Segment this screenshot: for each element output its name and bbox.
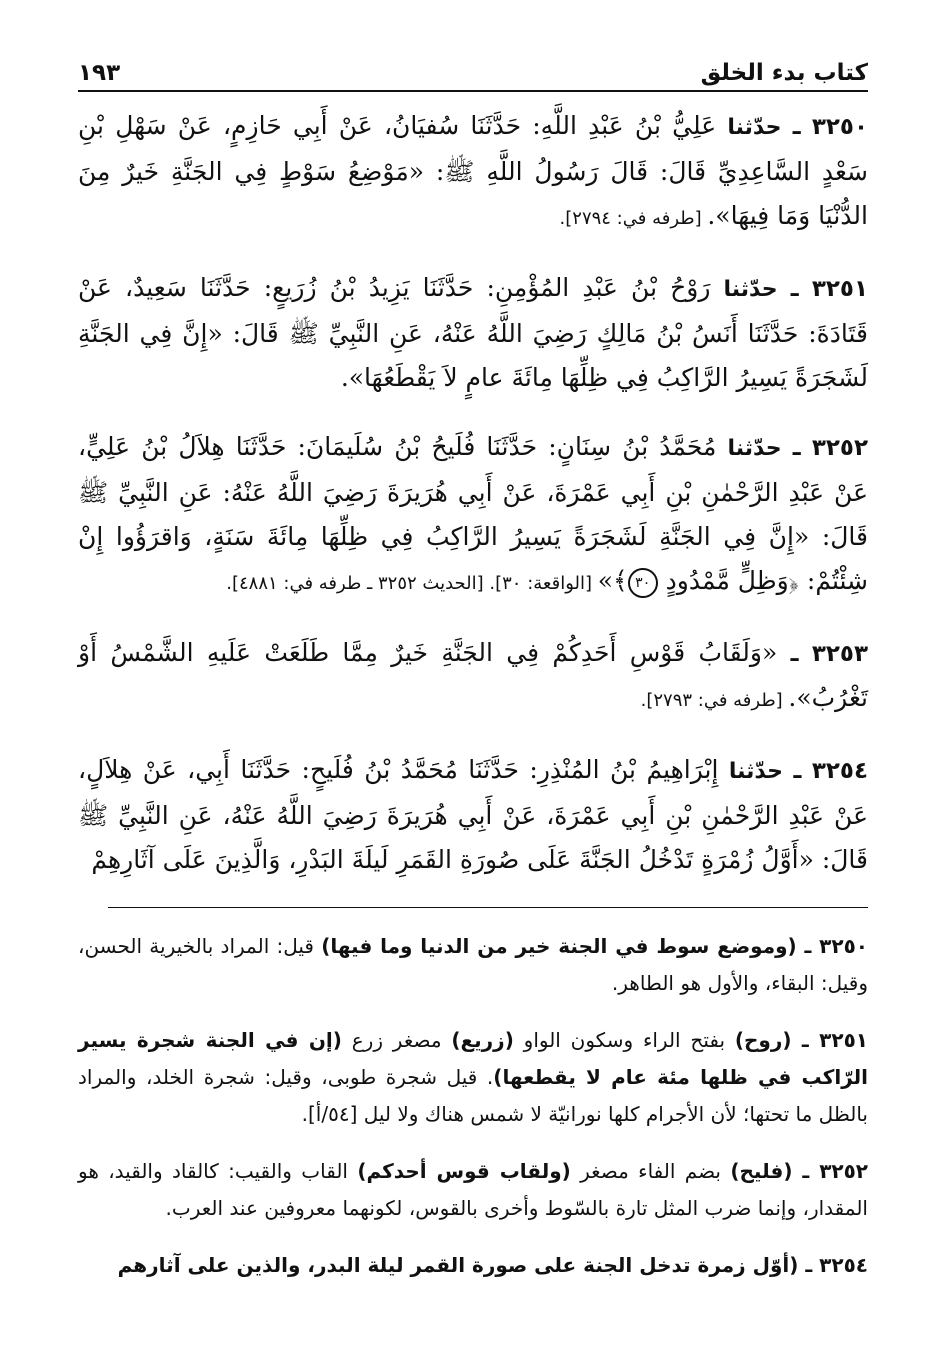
hadith-number: ٣٢٥١ <box>811 276 868 302</box>
hadith-number: ٣٢٥٣ <box>811 641 868 667</box>
note-number: ٣٢٥١ <box>819 1028 868 1052</box>
note-text-2: مصغر زرع <box>341 1028 452 1052</box>
note-text: بضم الفاء مصغر <box>570 1159 731 1183</box>
note-number: ٣٢٥٢ <box>819 1159 869 1183</box>
note-lemma-3: (إن في الجنة شجرة يسير الرّاكب في ظلها مئة عام لا يقطعها) <box>78 1028 868 1089</box>
note-number: ٣٢٥٤ <box>819 1253 868 1277</box>
hadith-3254: ٣٢٥٤ ـ حدّثنا إِبْرَاهِيمُ بْنُ المُنْذِرِ: حَدَّثَنَا مُحَمَّدُ بْنُ فُلَيحٍ: حَدَّثَنَا أَبِي، عَنْ هِلاَلٍ، عَنْ عَبْدِ الرَّحْمٰنِ بْنِ أَبِي عَمْرَةَ، عَنْ أَبِي هُرَيرَةَ رَضِيَ اللَّهُ عَنْهُ، عَنِ النَّبِيِّ ﷺ قَالَ: «أَوَّلُ زُمْرَةٍ تَدْخُلُ الجَنَّةَ عَلَى صُورَةِ القَمَرِ لَيلَةَ البَدْرِ، وَالَّذِينَ عَلَى آثَارِهِمْ <box>78 755 868 874</box>
hadith-number: ٣٢٥٠ <box>811 114 868 140</box>
page-header <box>78 52 868 92</box>
note-text: بفتح الراء وسكون الواو <box>513 1028 735 1052</box>
note-lemma: (فليح) <box>730 1159 793 1183</box>
hadith-3250: ٣٢٥٠ ـ حدّثنا عَلِيُّ بْنُ عَبْدِ اللَّهِ: حَدَّثَنَا سُفيَانُ، عَنْ أَبِي حَازِمٍ، عَنْ سَهْلِ بْنِ سَعْدٍ السَّاعِدِيِّ قَالَ: قَالَ رَسُولُ اللَّهِ ﷺ: «مَوْضِعُ سَوْطٍ فِي الجَنَّةِ خَيرٌ مِنَ الدُّنْيَا وَمَا فِيهَا». [طرفه في: ٢٧٩٤]. <box>78 111 868 230</box>
commentary-3250: ٣٢٥٠ ـ (وموضع سوط في الجنة خير من الدنيا وما فيها) قيل: المراد بالخيرية الحسن، وقيل: البقاء، والأول هو الطاهر. <box>78 934 868 995</box>
chapter-title: كتاب بدء الخلق <box>700 60 868 86</box>
hadith-reference: [الواقعة: ٣٠]. [الحديث ٣٢٥٢ ـ طرفه في: ٤٨٨١]. <box>226 573 598 594</box>
hadith-3251: ٣٢٥١ ـ حدّثنا رَوْحُ بْنُ عَبْدِ المُؤْمِنِ: حَدَّثَنَا يَزِيدُ بْنُ زُرَيعٍ: حَدَّثَنَا سَعِيدٌ، عَنْ قَتَادَةَ: حَدَّثَنَا أَنَسُ بْنُ مَالِكٍ رَضِيَ اللَّهُ عَنْهُ، عَنِ النَّبِيِّ ﷺ قَالَ: «إِنَّ فِي الجَنَّةِ لَشَجَرَةً يَسِيرُ الرَّاكِبُ فِي ظِلِّهَا مِائَةَ عامٍ لاَ يَقْطَعُهَا». <box>78 273 868 392</box>
note-lemma: (أوّل زمرة تدخل الجنة على صورة القمر ليلة البدر، والذين على آثارهم <box>117 1253 799 1277</box>
note-lemma-2: (زريع) <box>451 1028 514 1052</box>
hadith-reference: [طرفه في: ٢٧٩٤]. <box>559 208 708 229</box>
hadith-reference: [طرفه في: ٢٧٩٣]. <box>640 690 789 711</box>
hadith-text: رَوْحُ بْنُ عَبْدِ المُؤْمِنِ: حَدَّثَنَا يَزِيدُ بْنُ زُرَيعٍ: حَدَّثَنَا سَعِيدٌ، عَنْ قَتَادَةَ: حَدَّثَنَا أَنَسُ بْنُ مَالِكٍ رَضِيَ اللَّهُ عَنْهُ، عَنِ النَّبِيِّ ﷺ قَالَ: «إِنَّ فِي الجَنَّةِ لَشَجَرَةً يَسِيرُ الرَّاكِبُ فِي ظِلِّهَا مِائَةَ عامٍ لاَ يَقْطَعُهَا». <box>78 273 868 392</box>
note-number: ٣٢٥٠ <box>819 934 868 958</box>
hadith-text-end: ﴾» <box>597 566 628 595</box>
hadith-narration-word: حدّثنا <box>727 115 782 140</box>
commentary-3252: ٣٢٥٢ ـ (فليح) بضم الفاء مصغر (ولقاب قوس أحدكم) القاب والقيب: كالقاد والقيد، هو المقدار، وإنما ضرب المثل تارة بالسّوط وأخرى بالقوس، لكونهما معروفين عند العرب. <box>78 1159 869 1220</box>
hadith-narration-word: حدّثنا <box>727 436 782 461</box>
note-text: قيل: المراد بالخيرية الحسن، وقيل: البقاء، والأول هو الطاهر. <box>78 934 868 995</box>
hadith-text: «وَلَقَابُ قَوْسِ أَحَدِكُمْ فِي الجَنَّةِ خَيرٌ مِمَّا طَلَعَتْ عَلَيهِ الشَّمْسُ أَوْ تَغْرُبُ». <box>78 638 868 712</box>
hadith-text: عَلِيُّ بْنُ عَبْدِ اللَّهِ: حَدَّثَنَا سُفيَانُ، عَنْ أَبِي حَازِمٍ، عَنْ سَهْلِ بْنِ سَعْدٍ السَّاعِدِيِّ قَالَ: قَالَ رَسُولُ اللَّهِ ﷺ: «مَوْضِعُ سَوْطٍ فِي الجَنَّةِ خَيرٌ مِنَ الدُّنْيَا وَمَا فِيهَا». <box>78 111 868 230</box>
hadith-3253: ٣٢٥٣ ـ «وَلَقَابُ قَوْسِ أَحَدِكُمْ فِي الجَنَّةِ خَيرٌ مِمَّا طَلَعَتْ عَلَيهِ الشَّمْسُ أَوْ تَغْرُبُ». [طرفه في: ٢٧٩٣]. <box>78 638 868 712</box>
ayah-number-mark: ٣٠ <box>628 568 658 598</box>
hadith-text: إِبْرَاهِيمُ بْنُ المُنْذِرِ: حَدَّثَنَا مُحَمَّدُ بْنُ فُلَيحٍ: حَدَّثَنَا أَبِي، عَنْ هِلاَلٍ، عَنْ عَبْدِ الرَّحْمٰنِ بْنِ أَبِي عَمْرَةَ، عَنْ أَبِي هُرَيرَةَ رَضِيَ اللَّهُ عَنْهُ، عَنِ النَّبِيِّ ﷺ قَالَ: «أَوَّلُ زُمْرَةٍ تَدْخُلُ الجَنَّةَ عَلَى صُورَةِ القَمَرِ لَيلَةَ البَدْرِ، وَالَّذِينَ عَلَى آثَارِهِمْ <box>78 755 868 874</box>
hadith-narration-word: حدّثنا <box>728 759 783 784</box>
hadith-number: ٣٢٥٢ <box>811 435 868 461</box>
note-text-3: . قيل شجرة طوبى، وقيل: شجرة الخلد، والمراد بالظل ما تحتها؛ لأن الأجرام كلها نورانيّة لا شمس هناك ولا ليل [٥٤/أ]. <box>78 1065 868 1126</box>
hadith-narration-word: حدّثنا <box>723 277 778 302</box>
book-page <box>78 52 868 1294</box>
hadith-3252: ٣٢٥٢ ـ حدّثنا مُحَمَّدُ بْنُ سِنَانٍ: حَدَّثَنَا فُلَيحُ بْنُ سُلَيمَانَ: حَدَّثَنَا هِلاَلُ بْنُ عَلِيٍّ، عَنْ عَبْدِ الرَّحْمٰنِ بْنِ أَبِي عَمْرَةَ، عَنْ أَبِي هُرَيرَةَ رَضِيَ اللَّهُ عَنْهُ: عَنِ النَّبِيِّ ﷺ قَالَ: «إِنَّ فِي الجَنَّةِ لَشَجَرَةً يَسِيرُ الرَّاكِبُ فِي ظِلِّهَا مِائَةَ سَنَةٍ، وَاقرَؤُوا إِنْ شِئْتُمْ: ﴿وَظِلٍّ مَّمْدُودٍ ٣٠﴾» [الواقعة: ٣٠]. [الحديث ٣٢٥٢ ـ طرفه في: ٤٨٨١]. <box>78 425 868 606</box>
note-text-2: القاب والقيب: كالقاد والقيد، هو المقدار، وإنما ضرب المثل تارة بالسّوط وأخرى بالقوس، لكونهما معروفين عند العرب. <box>78 1159 868 1220</box>
note-lemma-2: (ولقاب قوس أحدكم) <box>357 1159 571 1183</box>
footnote-divider <box>108 907 868 908</box>
note-lemma: (وموضع سوط في الجنة خير من الدنيا وما فيها) <box>321 934 797 958</box>
page-number: ١٩٣ <box>78 60 121 86</box>
commentary-3251: ٣٢٥١ ـ (روح) بفتح الراء وسكون الواو (زريع) مصغر زرع (إن في الجنة شجرة يسير الرّاكب في ظلها مئة عام لا يقطعها). قيل شجرة طوبى، وقيل: شجرة الخلد، والمراد بالظل ما تحتها؛ لأن الأجرام كلها نورانيّة لا شمس هناك ولا ليل [٥٤/أ]. <box>78 1028 868 1126</box>
hadith-number: ٣٢٥٤ <box>811 758 868 784</box>
note-lemma: (روح) <box>734 1028 792 1052</box>
commentary-3254: ٣٢٥٤ ـ (أوّل زمرة تدخل الجنة على صورة القمر ليلة البدر، والذين على آثارهم <box>117 1253 868 1277</box>
hadith-text: مُحَمَّدُ بْنُ سِنَانٍ: حَدَّثَنَا فُلَيحُ بْنُ سُلَيمَانَ: حَدَّثَنَا هِلاَلُ بْنُ عَلِيٍّ، عَنْ عَبْدِ الرَّحْمٰنِ بْنِ أَبِي عَمْرَةَ، عَنْ أَبِي هُرَيرَةَ رَضِيَ اللَّهُ عَنْهُ: عَنِ النَّبِيِّ ﷺ قَالَ: «إِنَّ فِي الجَنَّةِ لَشَجَرَةً يَسِيرُ الرَّاكِبُ فِي ظِلِّهَا مِائَةَ سَنَةٍ، وَاقرَؤُوا إِنْ شِئْتُمْ: ﴿وَظِلٍّ مَّمْدُودٍ <box>78 432 868 595</box>
